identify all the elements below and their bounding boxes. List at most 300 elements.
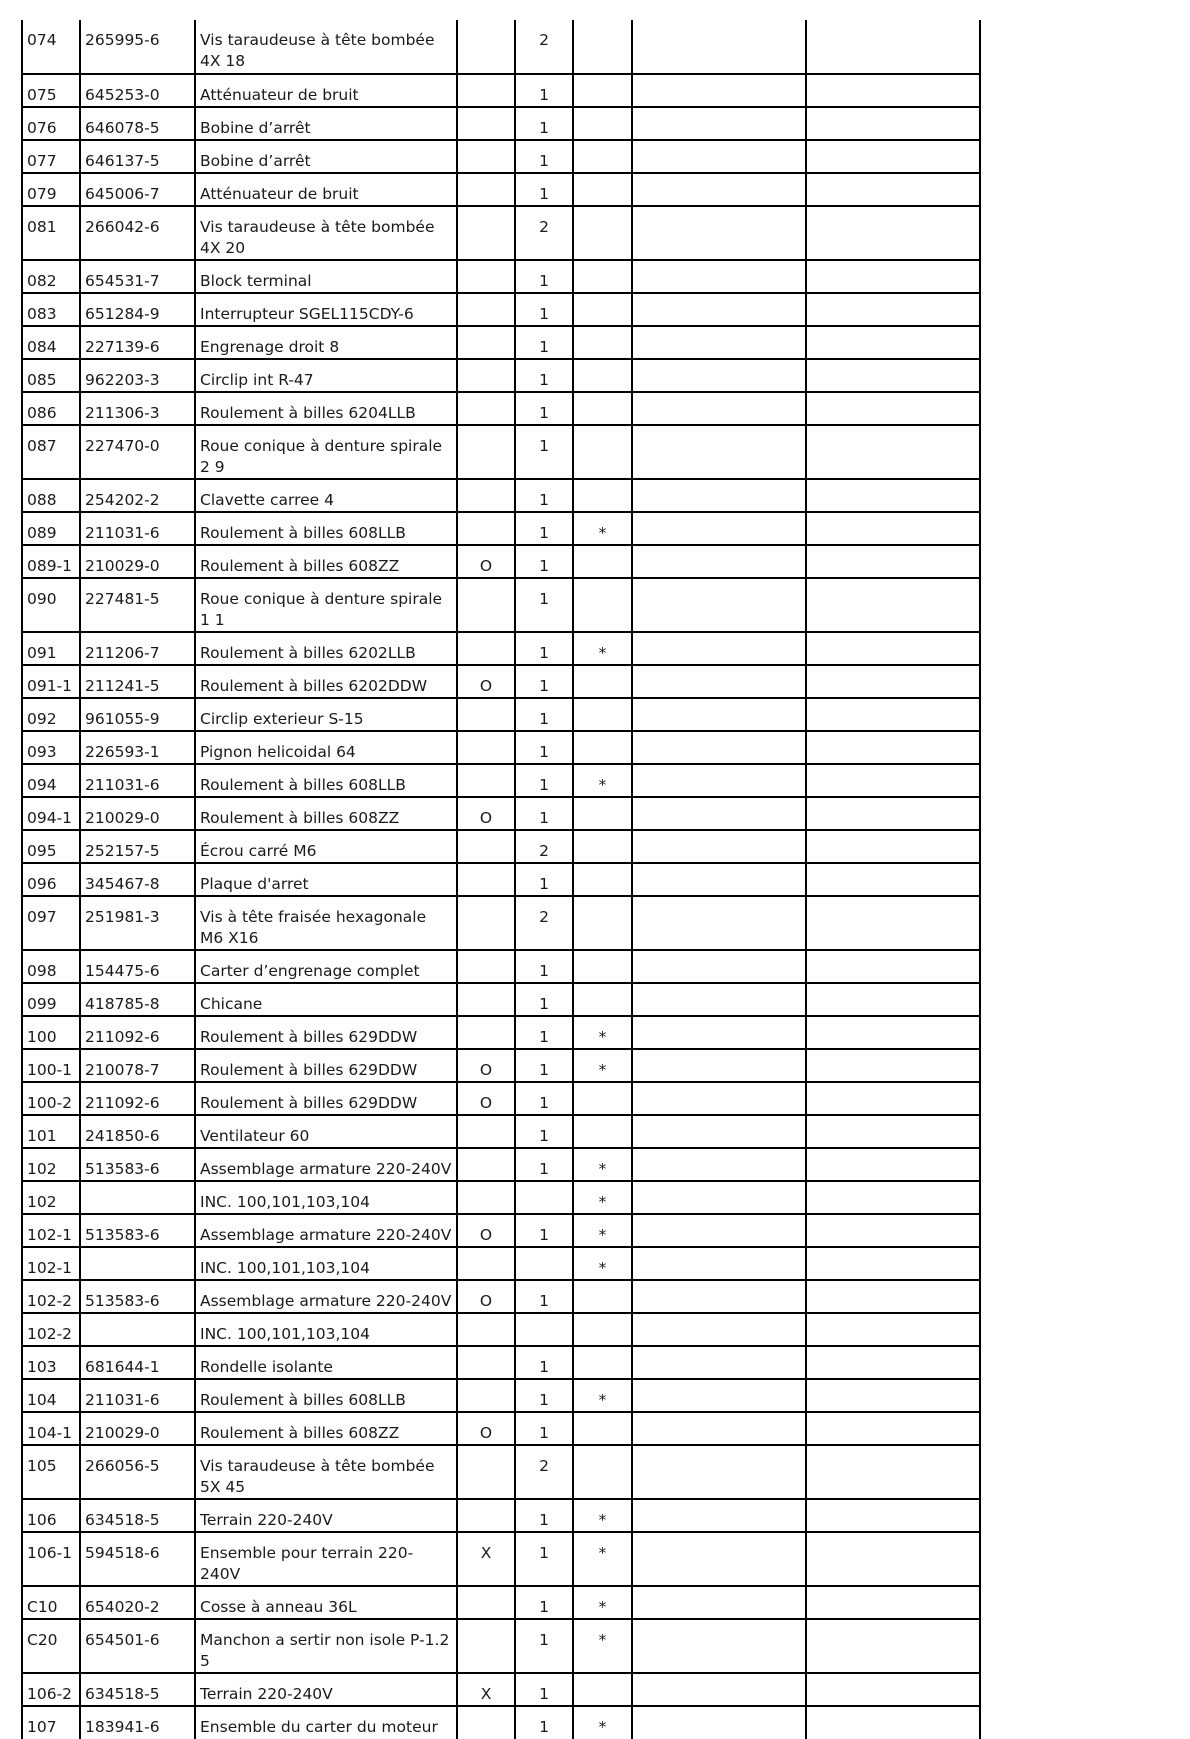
mark-cell <box>457 1148 515 1181</box>
note-cell <box>573 830 632 863</box>
note-cell: * <box>573 1499 632 1532</box>
extra-cell-1 <box>632 1181 806 1214</box>
mark-cell <box>457 74 515 107</box>
description-cell: Circlip int R-47 <box>195 359 457 392</box>
extra-cell-2 <box>806 1499 980 1532</box>
table-row <box>22 1586 980 1619</box>
description-cell: INC. 100,101,103,104 <box>195 1313 457 1346</box>
extra-cell-2 <box>806 1181 980 1214</box>
part-number-cell: 651284-9 <box>80 293 195 326</box>
quantity-cell: 1 <box>515 1499 573 1532</box>
table-row <box>22 392 980 425</box>
description-cell: Atténuateur de bruit <box>195 173 457 206</box>
mark-cell <box>457 1586 515 1619</box>
item-number-cell: 102 <box>22 1181 80 1214</box>
extra-cell-1 <box>632 20 806 74</box>
item-number-cell: 089-1 <box>22 545 80 578</box>
description-cell: INC. 100,101,103,104 <box>195 1181 457 1214</box>
extra-cell-2 <box>806 1148 980 1181</box>
extra-cell-2 <box>806 260 980 293</box>
mark-cell <box>457 1499 515 1532</box>
part-number-cell: 634518-5 <box>80 1673 195 1706</box>
item-number-cell: 107 <box>22 1706 80 1739</box>
item-number-cell: 106-1 <box>22 1532 80 1586</box>
table-row <box>22 545 980 578</box>
note-cell <box>573 797 632 830</box>
item-number-cell: 106-2 <box>22 1673 80 1706</box>
mark-cell <box>457 479 515 512</box>
part-number-cell: 211306-3 <box>80 392 195 425</box>
table-row <box>22 1181 980 1214</box>
description-cell: Ensemble pour terrain 220-240V <box>195 1532 457 1586</box>
quantity-cell: 1 <box>515 983 573 1016</box>
extra-cell-1 <box>632 1673 806 1706</box>
quantity-cell: 1 <box>515 863 573 896</box>
part-number-cell: 227470-0 <box>80 425 195 479</box>
extra-cell-2 <box>806 1379 980 1412</box>
quantity-cell: 1 <box>515 1016 573 1049</box>
table-row <box>22 731 980 764</box>
mark-cell: O <box>457 1280 515 1313</box>
part-number-cell: 254202-2 <box>80 479 195 512</box>
item-number-cell: 089 <box>22 512 80 545</box>
mark-cell <box>457 1619 515 1673</box>
extra-cell-2 <box>806 293 980 326</box>
table-row <box>22 1499 980 1532</box>
description-cell: Roulement à billes 608LLB <box>195 512 457 545</box>
description-cell: Terrain 220-240V <box>195 1499 457 1532</box>
description-cell: Roulement à billes 608LLB <box>195 764 457 797</box>
mark-cell <box>457 20 515 74</box>
note-cell <box>573 20 632 74</box>
table-row <box>22 578 980 632</box>
quantity-cell <box>515 1181 573 1214</box>
note-cell: * <box>573 1049 632 1082</box>
quantity-cell: 1 <box>515 731 573 764</box>
extra-cell-1 <box>632 1016 806 1049</box>
mark-cell <box>457 1115 515 1148</box>
table-row <box>22 206 980 260</box>
extra-cell-1 <box>632 1412 806 1445</box>
extra-cell-2 <box>806 950 980 983</box>
description-cell: Roulement à billes 608ZZ <box>195 797 457 830</box>
table-row <box>22 173 980 206</box>
table-row <box>22 797 980 830</box>
description-cell: Manchon a sertir non isole P-1.2 5 <box>195 1619 457 1673</box>
description-cell: Cosse à anneau 36L <box>195 1586 457 1619</box>
part-number-cell <box>80 1247 195 1280</box>
note-cell: * <box>573 1214 632 1247</box>
part-number-cell <box>80 1313 195 1346</box>
part-number-cell: 227481-5 <box>80 578 195 632</box>
table-row <box>22 698 980 731</box>
description-cell: Vis taraudeuse à tête bombée 4X 20 <box>195 206 457 260</box>
item-number-cell: 094-1 <box>22 797 80 830</box>
table-row <box>22 1049 980 1082</box>
part-number-cell: 154475-6 <box>80 950 195 983</box>
quantity-cell: 1 <box>515 74 573 107</box>
part-number-cell: 646078-5 <box>80 107 195 140</box>
extra-cell-2 <box>806 74 980 107</box>
table-row <box>22 1247 980 1280</box>
quantity-cell: 1 <box>515 764 573 797</box>
extra-cell-2 <box>806 1049 980 1082</box>
item-number-cell: 086 <box>22 392 80 425</box>
description-cell: Assemblage armature 220-240V <box>195 1280 457 1313</box>
description-cell: Atténuateur de bruit <box>195 74 457 107</box>
mark-cell: O <box>457 797 515 830</box>
quantity-cell: 1 <box>515 545 573 578</box>
table-row <box>22 512 980 545</box>
part-number-cell: 211092-6 <box>80 1082 195 1115</box>
extra-cell-1 <box>632 830 806 863</box>
table-row <box>22 764 980 797</box>
quantity-cell: 1 <box>515 140 573 173</box>
part-number-cell: 654531-7 <box>80 260 195 293</box>
extra-cell-2 <box>806 326 980 359</box>
extra-cell-2 <box>806 896 980 950</box>
description-cell: Vis taraudeuse à tête bombée 4X 18 <box>195 20 457 74</box>
item-number-cell: 102-2 <box>22 1313 80 1346</box>
quantity-cell: 1 <box>515 1532 573 1586</box>
extra-cell-2 <box>806 764 980 797</box>
parts-table <box>21 20 981 1739</box>
quantity-cell <box>515 1247 573 1280</box>
mark-cell <box>457 1181 515 1214</box>
note-cell <box>573 1115 632 1148</box>
item-number-cell: 076 <box>22 107 80 140</box>
quantity-cell: 1 <box>515 1673 573 1706</box>
table-row <box>22 632 980 665</box>
part-number-cell: 654501-6 <box>80 1619 195 1673</box>
part-number-cell: 183941-6 <box>80 1706 195 1739</box>
extra-cell-2 <box>806 1412 980 1445</box>
item-number-cell: 075 <box>22 74 80 107</box>
part-number-cell: 645006-7 <box>80 173 195 206</box>
note-cell: * <box>573 1181 632 1214</box>
note-cell <box>573 107 632 140</box>
extra-cell-1 <box>632 1049 806 1082</box>
item-number-cell: 104-1 <box>22 1412 80 1445</box>
item-number-cell: 092 <box>22 698 80 731</box>
table-row <box>22 1673 980 1706</box>
description-cell: Chicane <box>195 983 457 1016</box>
extra-cell-1 <box>632 764 806 797</box>
item-number-cell: 074 <box>22 20 80 74</box>
note-cell: * <box>573 1148 632 1181</box>
quantity-cell: 1 <box>515 1049 573 1082</box>
table-row <box>22 425 980 479</box>
mark-cell <box>457 632 515 665</box>
extra-cell-1 <box>632 1247 806 1280</box>
extra-cell-2 <box>806 107 980 140</box>
part-number-cell: 210029-0 <box>80 797 195 830</box>
item-number-cell: 091-1 <box>22 665 80 698</box>
description-cell: Assemblage armature 220-240V <box>195 1214 457 1247</box>
part-number-cell: 513583-6 <box>80 1280 195 1313</box>
description-cell: Roulement à billes 608ZZ <box>195 1412 457 1445</box>
note-cell <box>573 140 632 173</box>
table-row <box>22 1706 980 1739</box>
table-row <box>22 140 980 173</box>
extra-cell-2 <box>806 698 980 731</box>
description-cell: Ventilateur 60 <box>195 1115 457 1148</box>
part-number-cell: 226593-1 <box>80 731 195 764</box>
item-number-cell: 088 <box>22 479 80 512</box>
table-row <box>22 479 980 512</box>
extra-cell-1 <box>632 1313 806 1346</box>
description-cell: Roulement à billes 608ZZ <box>195 545 457 578</box>
table-row <box>22 1445 980 1499</box>
extra-cell-1 <box>632 863 806 896</box>
part-number-cell: 210078-7 <box>80 1049 195 1082</box>
extra-cell-2 <box>806 425 980 479</box>
description-cell: Roulement à billes 608LLB <box>195 1379 457 1412</box>
extra-cell-1 <box>632 896 806 950</box>
quantity-cell: 1 <box>515 107 573 140</box>
mark-cell <box>457 1313 515 1346</box>
mark-cell <box>457 173 515 206</box>
extra-cell-2 <box>806 797 980 830</box>
table-row <box>22 665 980 698</box>
part-number-cell: 211206-7 <box>80 632 195 665</box>
extra-cell-1 <box>632 107 806 140</box>
extra-cell-2 <box>806 1706 980 1739</box>
note-cell: * <box>573 1379 632 1412</box>
item-number-cell: 102-1 <box>22 1214 80 1247</box>
quantity-cell: 1 <box>515 1706 573 1739</box>
part-number-cell: 654020-2 <box>80 1586 195 1619</box>
part-number-cell: 646137-5 <box>80 140 195 173</box>
note-cell <box>573 1673 632 1706</box>
description-cell: Pignon helicoidal 64 <box>195 731 457 764</box>
extra-cell-1 <box>632 293 806 326</box>
extra-cell-1 <box>632 479 806 512</box>
description-cell: Bobine d’arrêt <box>195 140 457 173</box>
mark-cell: X <box>457 1532 515 1586</box>
table-row <box>22 1379 980 1412</box>
extra-cell-1 <box>632 1082 806 1115</box>
item-number-cell: 104 <box>22 1379 80 1412</box>
mark-cell <box>457 983 515 1016</box>
extra-cell-1 <box>632 698 806 731</box>
quantity-cell <box>515 1313 573 1346</box>
quantity-cell: 1 <box>515 326 573 359</box>
quantity-cell: 1 <box>515 698 573 731</box>
extra-cell-1 <box>632 260 806 293</box>
extra-cell-2 <box>806 545 980 578</box>
extra-cell-2 <box>806 665 980 698</box>
extra-cell-1 <box>632 1115 806 1148</box>
parts-table-body <box>22 20 980 1739</box>
description-cell: Ensemble du carter du moteur <box>195 1706 457 1739</box>
note-cell <box>573 479 632 512</box>
item-number-cell: 097 <box>22 896 80 950</box>
extra-cell-1 <box>632 173 806 206</box>
extra-cell-1 <box>632 1148 806 1181</box>
extra-cell-2 <box>806 632 980 665</box>
table-row <box>22 1115 980 1148</box>
item-number-cell: 100-1 <box>22 1049 80 1082</box>
mark-cell <box>457 578 515 632</box>
part-number-cell: 251981-3 <box>80 896 195 950</box>
part-number-cell: 513583-6 <box>80 1148 195 1181</box>
extra-cell-1 <box>632 1379 806 1412</box>
extra-cell-1 <box>632 425 806 479</box>
mark-cell <box>457 1706 515 1739</box>
extra-cell-1 <box>632 731 806 764</box>
item-number-cell: 095 <box>22 830 80 863</box>
note-cell <box>573 425 632 479</box>
mark-cell <box>457 425 515 479</box>
note-cell <box>573 698 632 731</box>
extra-cell-1 <box>632 74 806 107</box>
extra-cell-2 <box>806 983 980 1016</box>
mark-cell <box>457 863 515 896</box>
mark-cell <box>457 1247 515 1280</box>
mark-cell <box>457 698 515 731</box>
part-number-cell: 645253-0 <box>80 74 195 107</box>
extra-cell-2 <box>806 1673 980 1706</box>
part-number-cell: 211031-6 <box>80 512 195 545</box>
item-number-cell: 103 <box>22 1346 80 1379</box>
extra-cell-2 <box>806 206 980 260</box>
note-cell <box>573 293 632 326</box>
note-cell <box>573 359 632 392</box>
description-cell: Roue conique à denture spirale 2 9 <box>195 425 457 479</box>
extra-cell-1 <box>632 797 806 830</box>
extra-cell-1 <box>632 206 806 260</box>
quantity-cell: 1 <box>515 425 573 479</box>
quantity-cell: 1 <box>515 578 573 632</box>
table-row <box>22 1280 980 1313</box>
item-number-cell: 098 <box>22 950 80 983</box>
mark-cell <box>457 1016 515 1049</box>
description-cell: Terrain 220-240V <box>195 1673 457 1706</box>
mark-cell: O <box>457 1049 515 1082</box>
extra-cell-1 <box>632 1445 806 1499</box>
item-number-cell: 101 <box>22 1115 80 1148</box>
table-row <box>22 359 980 392</box>
note-cell <box>573 1082 632 1115</box>
extra-cell-2 <box>806 479 980 512</box>
description-cell: Assemblage armature 220-240V <box>195 1148 457 1181</box>
table-row <box>22 1313 980 1346</box>
quantity-cell: 1 <box>515 1280 573 1313</box>
table-row <box>22 1016 980 1049</box>
quantity-cell: 1 <box>515 260 573 293</box>
item-number-cell: 084 <box>22 326 80 359</box>
quantity-cell: 1 <box>515 950 573 983</box>
part-number-cell: 345467-8 <box>80 863 195 896</box>
table-row <box>22 896 980 950</box>
extra-cell-2 <box>806 1115 980 1148</box>
description-cell: Bobine d’arrêt <box>195 107 457 140</box>
extra-cell-1 <box>632 392 806 425</box>
note-cell <box>573 950 632 983</box>
extra-cell-2 <box>806 392 980 425</box>
note-cell: * <box>573 764 632 797</box>
note-cell: * <box>573 1586 632 1619</box>
mark-cell: O <box>457 1082 515 1115</box>
note-cell <box>573 665 632 698</box>
table-row <box>22 20 980 74</box>
description-cell: Interrupteur SGEL115CDY-6 <box>195 293 457 326</box>
extra-cell-2 <box>806 1082 980 1115</box>
mark-cell <box>457 107 515 140</box>
mark-cell <box>457 206 515 260</box>
table-row <box>22 1148 980 1181</box>
part-number-cell: 265995-6 <box>80 20 195 74</box>
note-cell <box>573 1412 632 1445</box>
quantity-cell: 1 <box>515 665 573 698</box>
extra-cell-2 <box>806 1280 980 1313</box>
quantity-cell: 2 <box>515 20 573 74</box>
mark-cell <box>457 140 515 173</box>
quantity-cell: 1 <box>515 1379 573 1412</box>
quantity-cell: 1 <box>515 1346 573 1379</box>
mark-cell <box>457 830 515 863</box>
description-cell: Roulement à billes 6202LLB <box>195 632 457 665</box>
table-row <box>22 326 980 359</box>
extra-cell-1 <box>632 1499 806 1532</box>
table-row <box>22 74 980 107</box>
part-number-cell: 962203-3 <box>80 359 195 392</box>
table-row <box>22 1532 980 1586</box>
mark-cell <box>457 896 515 950</box>
quantity-cell: 1 <box>515 1586 573 1619</box>
extra-cell-1 <box>632 950 806 983</box>
part-number-cell: 266042-6 <box>80 206 195 260</box>
table-row <box>22 863 980 896</box>
description-cell: Clavette carree 4 <box>195 479 457 512</box>
description-cell: Plaque d'arret <box>195 863 457 896</box>
description-cell: Roue conique à denture spirale 1 1 <box>195 578 457 632</box>
quantity-cell: 1 <box>515 1148 573 1181</box>
extra-cell-1 <box>632 1214 806 1247</box>
description-cell: Roulement à billes 6202DDW <box>195 665 457 698</box>
extra-cell-1 <box>632 1532 806 1586</box>
mark-cell <box>457 392 515 425</box>
part-number-cell: 211241-5 <box>80 665 195 698</box>
note-cell: * <box>573 512 632 545</box>
item-number-cell: C10 <box>22 1586 80 1619</box>
item-number-cell: 100 <box>22 1016 80 1049</box>
description-cell: Vis taraudeuse à tête bombée 5X 45 <box>195 1445 457 1499</box>
extra-cell-2 <box>806 140 980 173</box>
description-cell: Carter d’engrenage complet <box>195 950 457 983</box>
extra-cell-1 <box>632 578 806 632</box>
note-cell <box>573 74 632 107</box>
item-number-cell: 081 <box>22 206 80 260</box>
item-number-cell: 105 <box>22 1445 80 1499</box>
extra-cell-2 <box>806 1619 980 1673</box>
quantity-cell: 1 <box>515 1082 573 1115</box>
item-number-cell: 082 <box>22 260 80 293</box>
description-cell: Circlip exterieur S-15 <box>195 698 457 731</box>
item-number-cell: 083 <box>22 293 80 326</box>
note-cell <box>573 326 632 359</box>
mark-cell <box>457 950 515 983</box>
extra-cell-2 <box>806 863 980 896</box>
mark-cell <box>457 1346 515 1379</box>
mark-cell <box>457 1445 515 1499</box>
extra-cell-1 <box>632 545 806 578</box>
extra-cell-1 <box>632 1280 806 1313</box>
quantity-cell: 1 <box>515 173 573 206</box>
part-number-cell: 594518-6 <box>80 1532 195 1586</box>
quantity-cell: 2 <box>515 206 573 260</box>
